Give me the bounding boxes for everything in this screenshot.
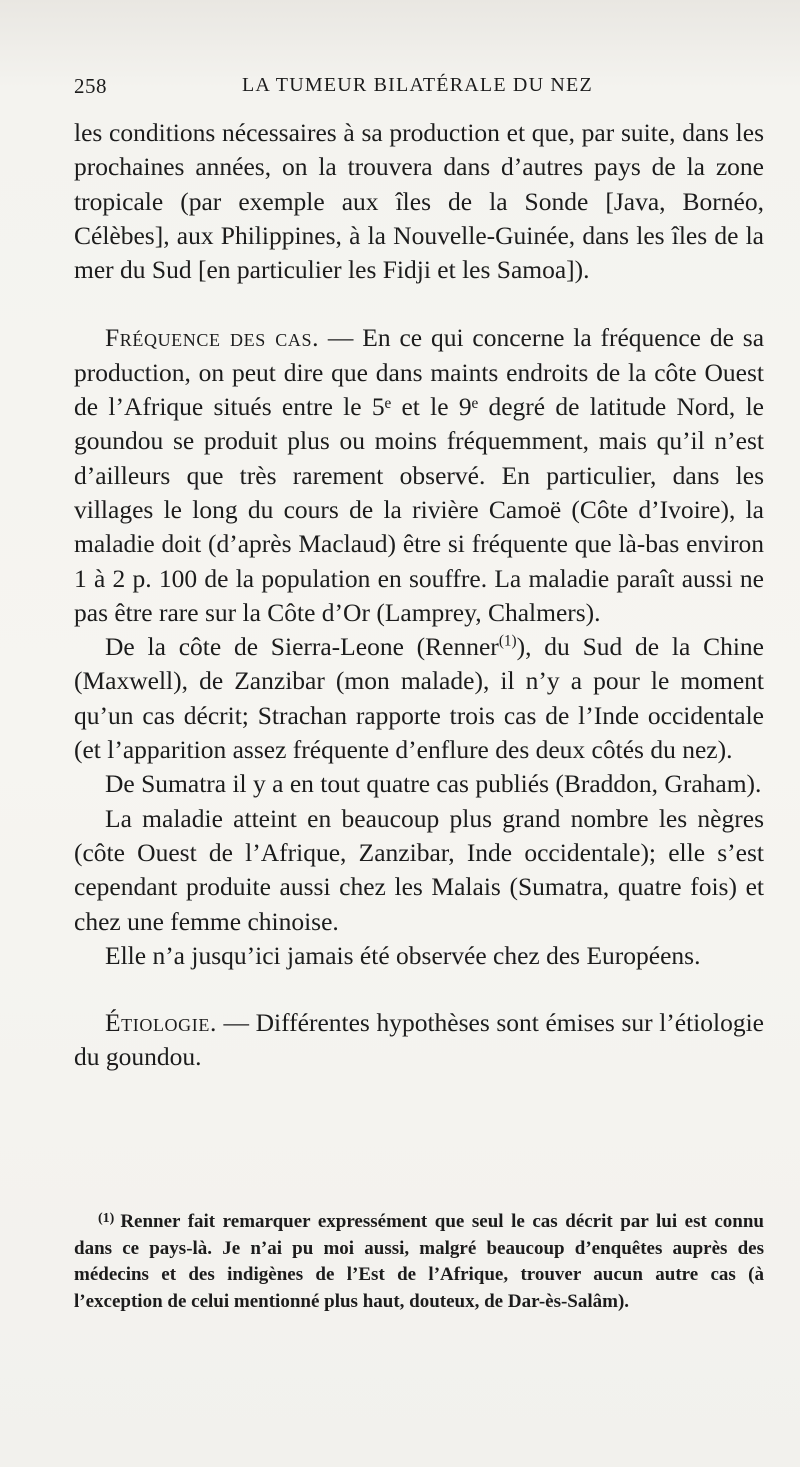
section-heading-etiologie: Étiologie. — [105, 1008, 217, 1038]
footnote-marker: (1) — [98, 1211, 115, 1226]
paragraph-sumatra: De Sumatra il y a en tout quatre cas publiés (Braddon, Graham). — [105, 769, 762, 799]
footnote-reference: (1) — [498, 632, 517, 650]
sierra-leone-text-a: De la côte de Sierra-Leone (Renner — [105, 632, 499, 662]
paragraph-continuation: les conditions nécessaires à sa production et que, par suite, dans les prochaines années, on la trouvera dans d’autres pays de la zone tropicale (par exemple aux îles de la Sonde [Java, Bornéo, Célèbes], aux Philippines, à la Nouvelle-Guinée, dans les îles de la mer du Sud [en particulier les Fidji et les Samoa]). — [74, 118, 764, 285]
sierra-leone-text-b: ), du Sud de la Chine (Maxwell), de Zanzibar (mon malade), il n’y a pour le moment qu’un cas décrit; Strachan rapporte trois cas de l’Inde occidentale (et l’apparition assez fréquente d’enflure des deux côtés du nez). — [74, 632, 764, 765]
paragraph-negres: La maladie atteint en beaucoup plus grand nombre les nègres (côte Ouest de l’Afrique, Zanzibar, Inde occidentale); elle s’est cependant produite aussi chez les Malais (Sumatra, quatre fois) et chez une femme chinoise. — [74, 803, 764, 936]
heading-dash: — — [216, 1008, 256, 1038]
paragraph-sierra-leone — [74, 630, 764, 767]
footnote-text: Renner fait remarquer expressément que seul le cas décrit par lui est connu dans ce pays-là. Je n’ai pu moi aussi, malgré beaucoup d’enquêtes auprès des médecins et des indigènes de l’Est de l’Afrique, trouver aucun autre cas (à l’exception de celui mentionné plus haut, douteux, de Dar-ès-Salâm). — [74, 1211, 764, 1313]
heading-dash: — — [319, 323, 363, 353]
paragraph-frequency — [74, 321, 764, 630]
paragraph-etiologie — [74, 1006, 764, 1075]
body-text — [74, 116, 764, 1075]
footnotes — [74, 1206, 764, 1316]
section-heading-frequency: Fréquence des cas. — [105, 323, 320, 353]
footnote-1 — [74, 1206, 764, 1316]
etiologie-text: Différentes hypothèses sont émises sur l’étiologie du goundou. — [74, 1008, 764, 1072]
frequency-text: En ce qui concerne la fréquence de sa production, on peut dire que dans maints endroits de la côte Ouest de l’Afrique situés entre le 5ᵉ et le 9ᵉ degré de latitude Nord, le goundou se produit plus ou moins fréquemment, mais qu’il n’est d’ailleurs que très rarement observé. En particulier, dans les villages le long du cours de la rivière Camoë (Côte d’Ivoire), la maladie doit (d’après Maclaud) être si fréquente que là-bas environ 1 à 2 p. 100 de la population en souffre. La maladie paraît aussi ne pas être rare sur la Côte d’Or (Lamprey, Chalmers). — [74, 323, 765, 627]
page-header — [74, 74, 730, 104]
page-number: 258 — [74, 74, 107, 98]
running-title: LA TUMEUR BILATÉRALE DU NEZ — [242, 74, 593, 96]
paragraph-europeens: Elle n’a jusqu’ici jamais été observée chez des Européens. — [105, 940, 701, 970]
